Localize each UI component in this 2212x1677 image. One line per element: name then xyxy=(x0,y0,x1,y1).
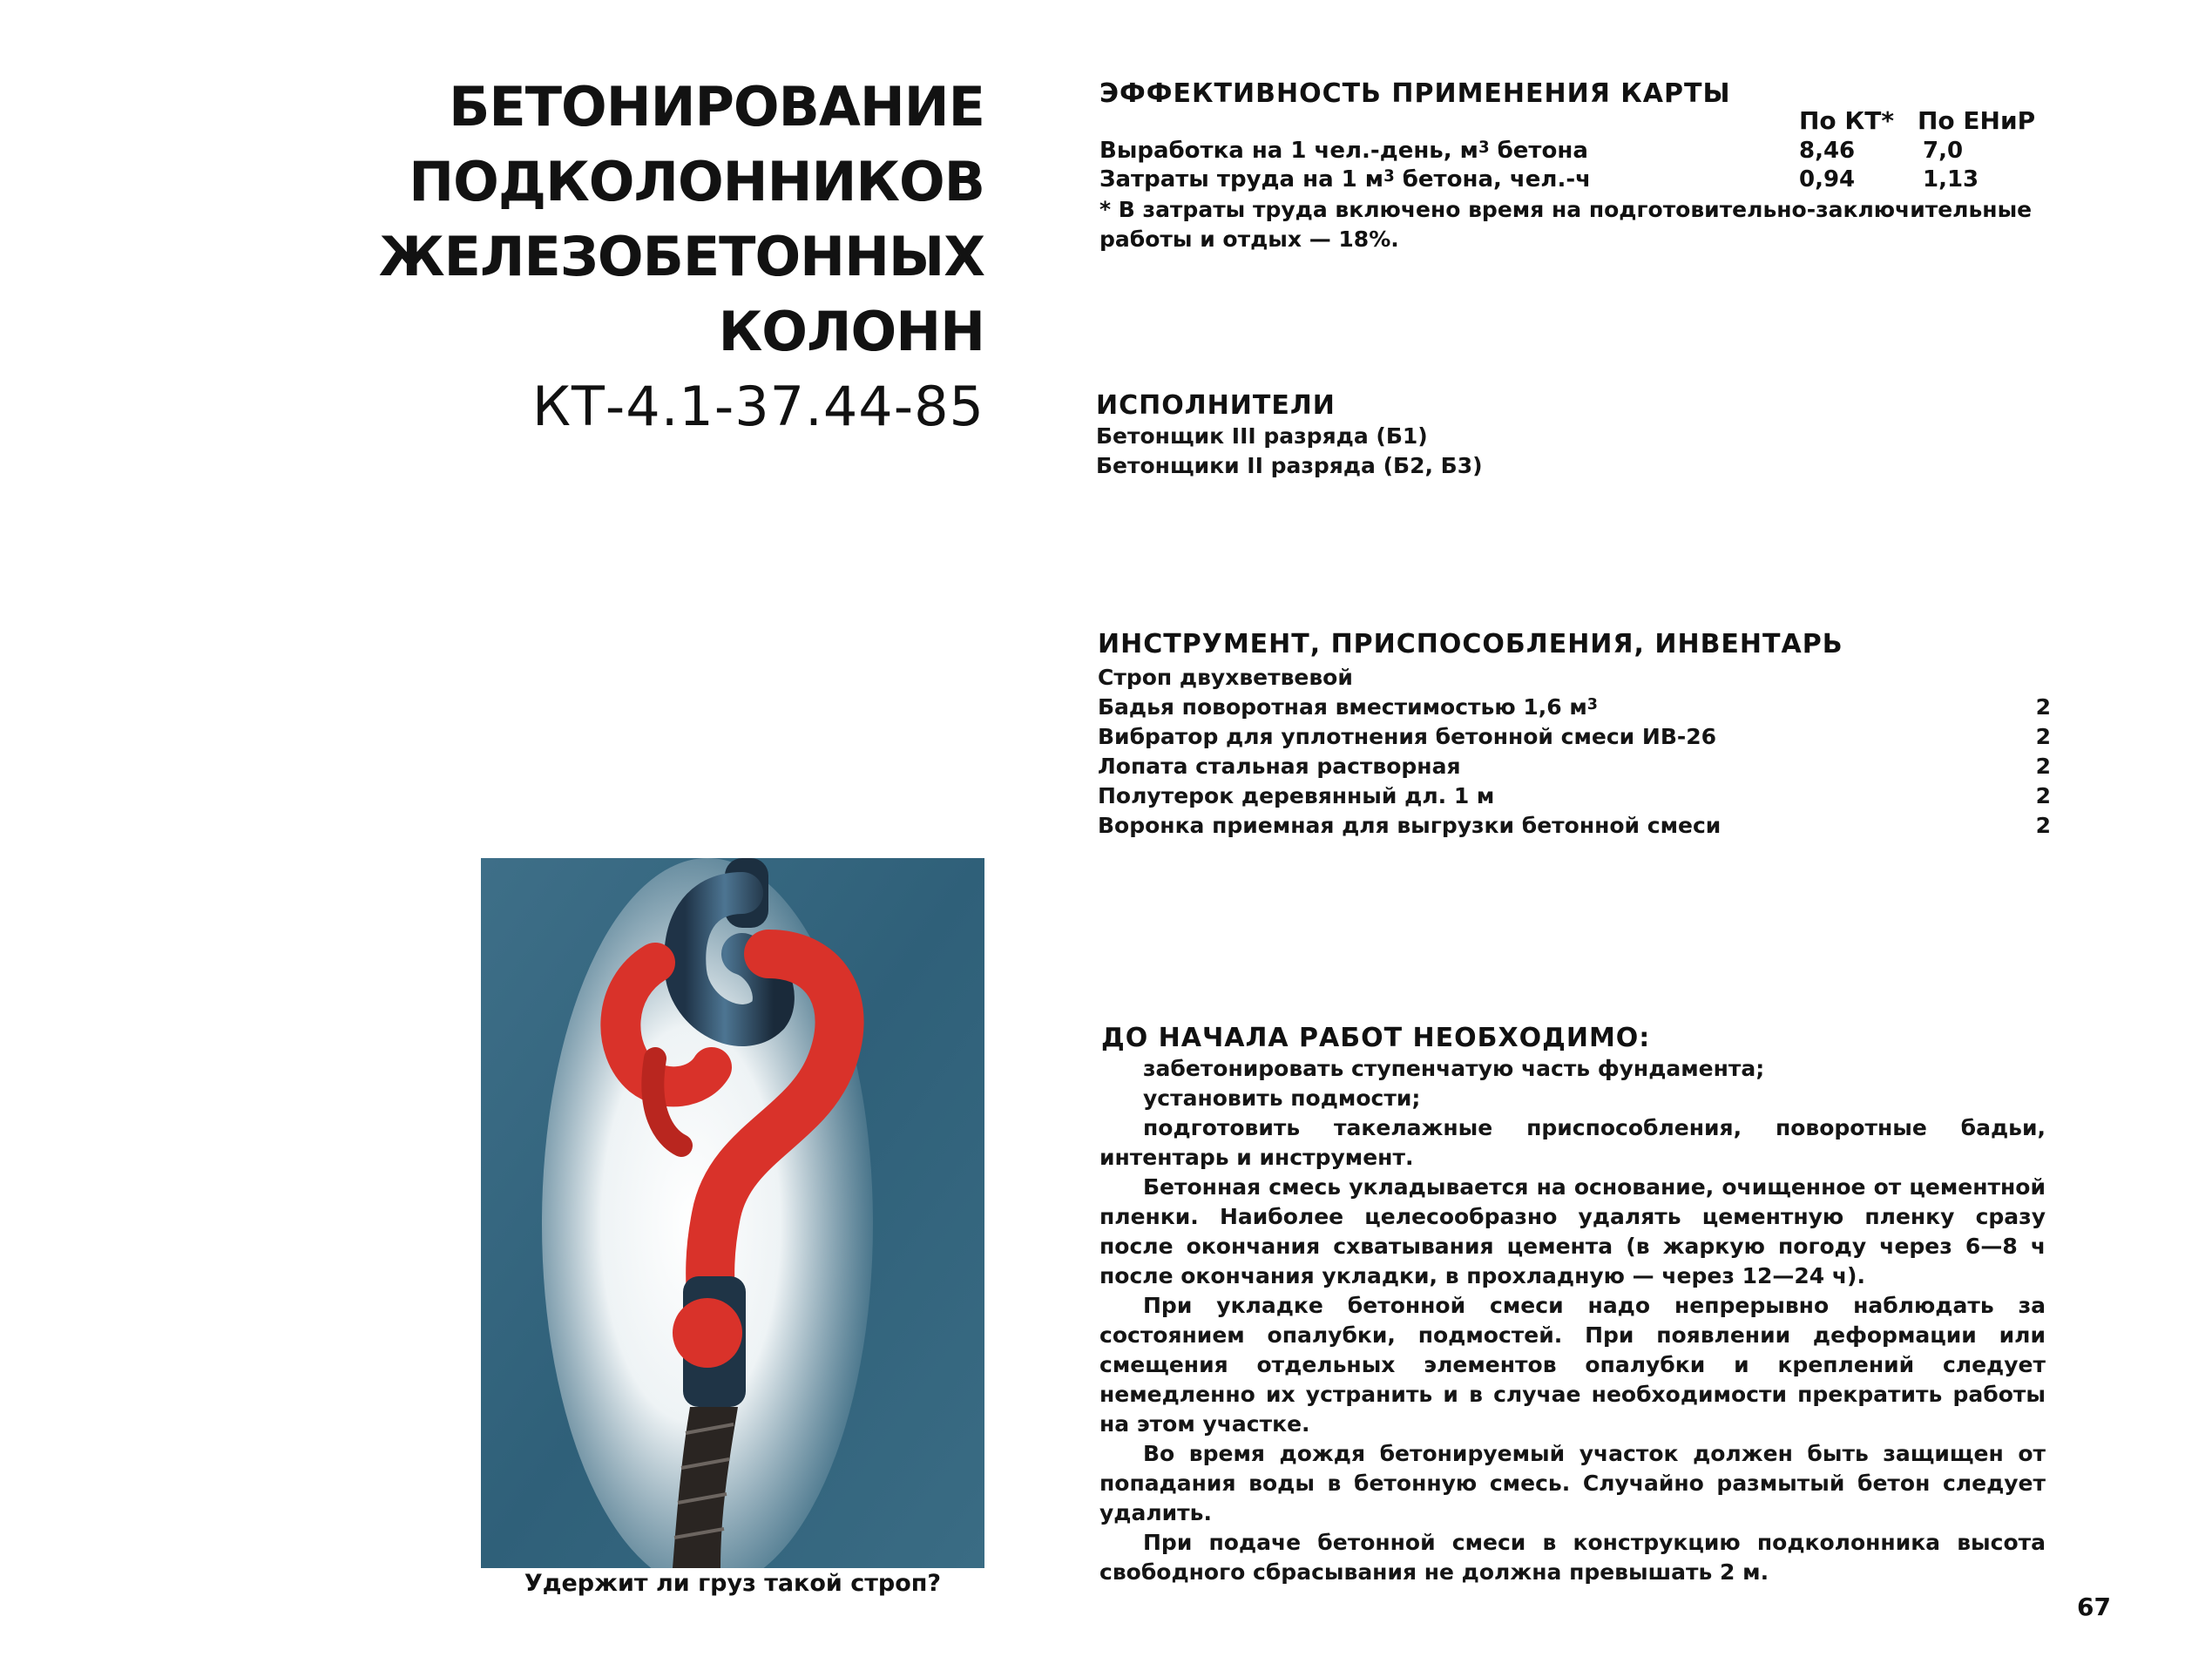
preparation-heading: ДО НАЧАЛА РАБОТ НЕОБХОДИМО: xyxy=(1101,1023,1651,1053)
tool-item: Строп двухветвевой xyxy=(1098,665,1353,690)
tool-item: Вибратор для уплотнения бетонной смеси ИВ-26 2 xyxy=(1098,722,2056,752)
efficiency-row-label: Затраты труда на 1 $м^3$ бетона, чел.-ч xyxy=(1099,166,1591,193)
clamp-red-dot xyxy=(673,1298,742,1368)
preparation-text xyxy=(1099,1054,2046,1587)
efficiency-value-kt: 0,94 xyxy=(1799,166,1856,193)
preparation-item: подготовить такелажные приспособления, поворотные бадьи, интентарь и инструмент. xyxy=(1099,1115,2046,1170)
tool-quantity: 2 xyxy=(2035,783,2051,808)
tool-item: Бадья поворотная вместимостью 1,6 $м^3$ 2 xyxy=(1098,693,2056,722)
tool-quantity: 2 xyxy=(2035,694,2051,720)
sling-illustration xyxy=(481,858,984,1568)
tool-item: Полутерок деревянный дл. 1 м 2 xyxy=(1098,781,2056,811)
efficiency-value-kt: 8,46 xyxy=(1799,138,1856,164)
page-title xyxy=(157,70,984,444)
illustration-caption: Удержит ли груз такой строп? xyxy=(524,1570,942,1597)
tool-quantity: 2 xyxy=(2035,813,2051,838)
preparation-item: установить подмости; xyxy=(1143,1085,1421,1111)
preparation-item: забетонировать ступенчатую часть фундамента; xyxy=(1143,1056,1765,1081)
title-line-1: БЕТОНИРОВАНИЕ xyxy=(449,75,984,139)
document-code: КТ-4.1-37.44-85 xyxy=(532,375,984,438)
body-paragraph: При укладке бетонной смеси надо непрерывно наблюдать за состоянием опалубки, подмостей. При появлении деформации или смещения отдельных элементов опалубки и креплений следует немедленно их устранить и в случае необходимости прекратить работы на этом участке. xyxy=(1099,1293,2046,1437)
sling-hook-picture xyxy=(481,858,984,1568)
executor-item: Бетонщик III разряда (Б1) xyxy=(1096,423,1428,449)
tools-heading: ИНСТРУМЕНТ, ПРИСПОСОБЛЕНИЯ, ИНВЕНТАРЬ xyxy=(1098,629,1843,659)
efficiency-heading: ЭФФЕКТИВНОСТЬ ПРИМЕНЕНИЯ КАРТЫ xyxy=(1099,78,1731,109)
efficiency-value-enir: 1,13 xyxy=(1923,166,1979,193)
tool-quantity: 2 xyxy=(2035,724,2051,749)
title-line-2: ПОДКОЛОННИКОВ xyxy=(409,150,984,213)
executors-list xyxy=(1096,422,1483,481)
page-number: 67 xyxy=(2077,1592,2111,1621)
body-paragraph: Бетонная смесь укладывается на основание, очищенное от цементной пленки. Наиболее целесообразно удалять цементную пленку сразу после окончания схватывания цемента (в жаркую погоду через 6—8 ч после окончания укладки, в прохладную — через 12—24 ч). xyxy=(1099,1174,2046,1288)
executor-item: Бетонщики II разряда (Б2, Б3) xyxy=(1096,453,1483,478)
executors-heading: ИСПОЛНИТЕЛИ xyxy=(1096,390,1336,421)
body-paragraph: Во время дождя бетонируемый участок должен быть защищен от попадания воды в бетонную смесь. Случайно размытый бетон следует удалить. xyxy=(1099,1441,2046,1525)
efficiency-row-labor xyxy=(1099,166,2058,196)
tool-quantity: 2 xyxy=(2035,754,2051,779)
efficiency-value-enir: 7,0 xyxy=(1923,138,1964,164)
tools-list xyxy=(1098,663,2056,841)
efficiency-footnote: * В затраты труда включено время на подготовительно-заключительные работы и отдых — 18%. xyxy=(1099,197,2033,252)
tool-item: Лопата стальная растворная 2 xyxy=(1098,752,2056,781)
body-paragraph: При подаче бетонной смеси в конструкцию подколонника высота свободного сбрасывания не должна превышать 2 м. xyxy=(1099,1530,2046,1585)
efficiency-row-label: Выработка на 1 чел.-день, $м^3$ бетона xyxy=(1099,138,1588,164)
column-header-kt: По КТ* xyxy=(1799,106,1895,135)
efficiency-row-output xyxy=(1099,138,2058,167)
title-line-3: ЖЕЛЕЗОБЕТОННЫХ КОЛОНН xyxy=(378,225,984,363)
column-header-enir: По ЕНиР xyxy=(1918,106,2036,135)
tool-item: Воронка приемная для выгрузки бетонной смеси 2 xyxy=(1098,811,2056,841)
